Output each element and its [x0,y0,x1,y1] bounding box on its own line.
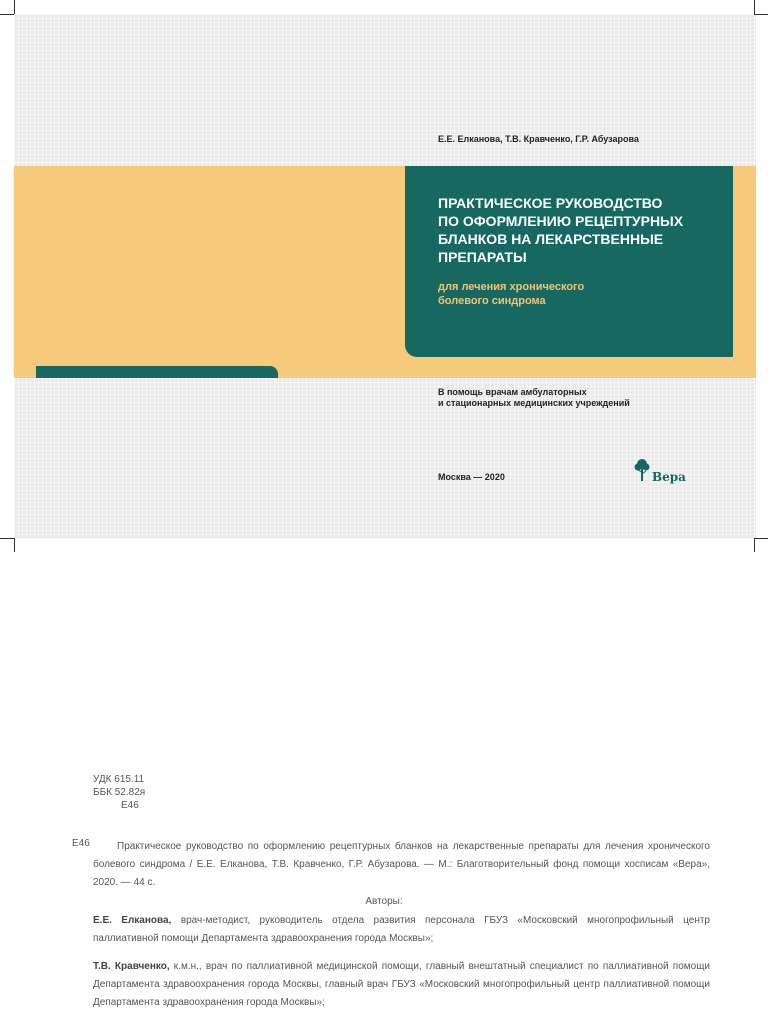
title-line: БЛАНКОВ НА ЛЕКАРСТВЕННЫЕ [438,231,664,247]
crop-mark [0,14,14,15]
crop-mark [14,0,15,14]
subtitle-line: для лечения хронического [438,281,585,293]
author-name: Е.Е. Елканова, [93,915,172,926]
crop-mark [754,0,755,14]
bbk-code: ББК 52.82я [93,787,146,798]
title-line: ПО ОФОРМЛЕНИЮ РЕЦЕПТУРНЫХ [438,213,684,229]
authors-heading: Авторы: [365,896,403,907]
logo-name: Вера [652,470,686,484]
crop-mark [754,538,768,539]
note-line: В помощь врачам амбулаторных [438,387,587,397]
udk-code: УДК 615.11 [93,774,145,785]
cover-tab-decoration [36,366,278,378]
cover-authors: Е.Е. Елканова, Т.В. Кравченко, Г.Р. Абузарова [438,134,639,144]
author-description: к.м.н., врач по паллиативной медицинской помощи, главный внештатный специалист по паллиативной помощи Департамента здравоохранения города Москвы, главный врач ГБУЗ «Московский многопрофильный центр паллиативной помощи Департамента здравоохранения города Москвы»; [93,961,711,1008]
note-line: и стационарных медицинских учреждений [438,398,630,408]
subtitle-line: болевого синдрома [438,295,546,307]
city-year: Москва — 2020 [438,472,505,482]
author-entry [93,958,710,1012]
bibliographic-record: Практическое руководство по оформлению рецептурных бланков на лекарственные препараты для лечения хронического болевого синдрома / Е.Е. Елканова, Т.В. Кравченко, Г.Р. Абузарова. — М.: Благотворительный фонд помощи хосписам «Вера», 2020. — 44 с. [93,841,710,888]
crop-mark [754,14,768,15]
imprint-page [0,540,768,1024]
classification-codes [93,773,145,812]
cover-note [438,387,738,409]
author-name: Т.В. Кравченко, [93,961,170,972]
author-code: Е46 [121,800,139,811]
title-line: ПРАКТИЧЕСКОЕ РУКОВОДСТВО [438,195,663,211]
author-description: врач-методист, руководитель отдела развития персонала ГБУЗ «Московский многопрофильный центр паллиативной помощи Департамента здравоохранения города Москвы»; [93,915,710,944]
crop-mark [0,538,14,539]
cover-title [438,194,728,266]
tree-logo-icon [634,458,650,482]
author-entry [93,912,710,948]
publisher-logo [634,458,694,486]
title-box [405,166,733,357]
author-code-margin: Е46 [72,838,90,849]
title-line: ПРЕПАРАТЫ [438,249,527,265]
cover-subtitle [438,280,688,308]
